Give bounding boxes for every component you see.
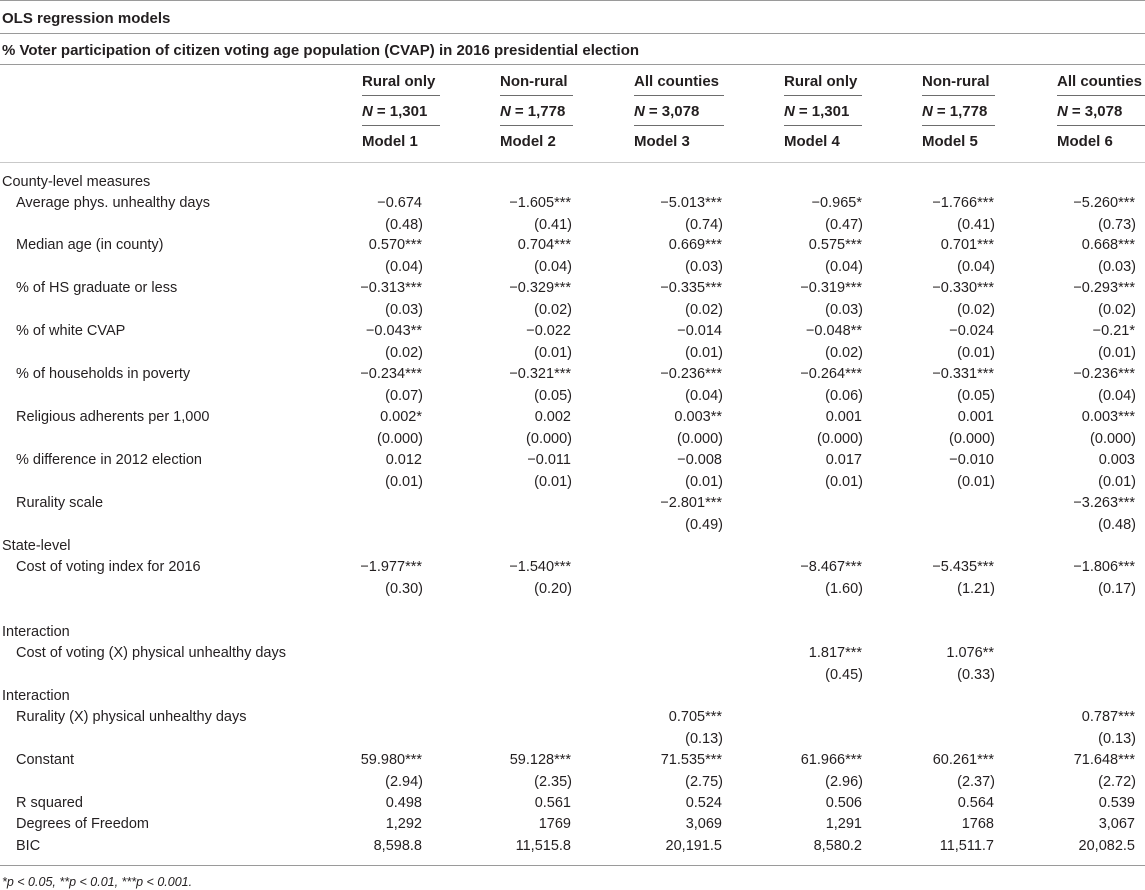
stat-value-cell: 0.498	[385, 795, 422, 811]
standard-error-cell: (0.13)	[1098, 731, 1136, 747]
standard-error-cell: (0.04)	[957, 259, 995, 275]
row-label: Rurality (X) physical unhealthy days	[16, 709, 247, 725]
coefficient-cell: 0.701***	[940, 237, 994, 253]
standard-error-cell: (0.01)	[825, 474, 863, 490]
stat-label: BIC	[16, 838, 41, 854]
section-county: County-level measures	[2, 174, 151, 190]
row-label: Constant	[16, 752, 75, 768]
column-group-underline	[784, 95, 862, 96]
coefficient-cell: 0.575***	[808, 237, 862, 253]
column-group-underline	[922, 95, 995, 96]
column-n-symbol: N	[634, 103, 645, 120]
coefficient-cell: −0.313***	[360, 280, 422, 296]
coefficient-cell: −0.011	[527, 452, 571, 468]
coefficient-cell: 0.669***	[668, 237, 722, 253]
coefficient-cell: −1.766***	[932, 195, 994, 211]
row-label: Cost of voting (X) physical unhealthy days	[16, 645, 286, 661]
stat-value-cell: 1,291	[825, 816, 862, 832]
stat-value-cell: 0.524	[685, 795, 722, 811]
standard-error-cell: (0.02)	[1098, 302, 1136, 318]
column-model-label: Model 1	[362, 133, 418, 150]
standard-error-cell: (2.37)	[957, 774, 995, 790]
coefficient-cell: −1.605***	[509, 195, 571, 211]
column-n-value: = 3,078	[1071, 103, 1123, 120]
coefficient-cell: 0.002*	[380, 409, 422, 425]
coefficient-cell: −5.013***	[660, 195, 722, 211]
row-label: Religious adherents per 1,000	[16, 409, 210, 425]
coefficient-cell: 0.705***	[668, 709, 722, 725]
coefficient-cell: 59.980***	[360, 752, 422, 768]
coefficient-cell: −1.977***	[360, 559, 422, 575]
coefficient-cell: −0.008	[677, 452, 722, 468]
coefficient-cell: 0.012	[385, 452, 422, 468]
coefficient-cell: −1.806***	[1073, 559, 1135, 575]
stat-value-cell: 0.539	[1098, 795, 1135, 811]
header-rule	[0, 162, 1145, 163]
standard-error-cell: (0.02)	[685, 302, 723, 318]
row-label: Average phys. unhealthy days	[16, 195, 211, 211]
coefficient-cell: −0.048**	[805, 323, 862, 339]
coefficient-cell: −5.435***	[932, 559, 994, 575]
row-label: Rurality scale	[16, 495, 104, 511]
coefficient-cell: 71.648***	[1073, 752, 1135, 768]
title-rule	[0, 33, 1145, 34]
standard-error-cell: (0.45)	[825, 667, 863, 683]
standard-error-cell: (0.04)	[685, 388, 723, 404]
stat-value-cell: 11,515.8	[515, 838, 571, 854]
standard-error-cell: (0.000)	[526, 431, 572, 447]
column-n-underline	[1057, 125, 1145, 126]
column-n-value: = 1,301	[376, 103, 428, 120]
standard-error-cell: (0.05)	[534, 388, 572, 404]
coefficient-cell: 0.003***	[1081, 409, 1135, 425]
column-model-label: Model 3	[634, 133, 690, 150]
stat-value-cell: 11,511.7	[939, 838, 994, 854]
standard-error-cell: (0.48)	[1098, 517, 1136, 533]
coefficient-cell: −3.263***	[1073, 495, 1135, 511]
column-n	[634, 103, 699, 120]
coefficient-cell: 0.704***	[517, 237, 571, 253]
standard-error-cell: (0.01)	[685, 474, 723, 490]
coefficient-cell: −0.330***	[932, 280, 994, 296]
column-n-symbol: N	[362, 103, 373, 120]
standard-error-cell: (0.03)	[825, 302, 863, 318]
coefficient-cell: 61.966***	[800, 752, 862, 768]
standard-error-cell: (0.06)	[825, 388, 863, 404]
standard-error-cell: (0.02)	[534, 302, 572, 318]
standard-error-cell: (0.01)	[1098, 345, 1136, 361]
coefficient-cell: −5.260***	[1073, 195, 1135, 211]
column-n-value: = 1,301	[798, 103, 850, 120]
standard-error-cell: (2.94)	[385, 774, 423, 790]
coefficient-cell: 1.817***	[808, 645, 862, 661]
stat-value-cell: 20,191.5	[665, 838, 722, 854]
stat-value-cell: 8,598.8	[373, 838, 422, 854]
standard-error-cell: (0.000)	[949, 431, 995, 447]
coefficient-cell: 0.001	[957, 409, 994, 425]
stat-value-cell: 20,082.5	[1078, 838, 1135, 854]
stat-value-cell: 3,067	[1098, 816, 1135, 832]
section-state: State-level	[2, 538, 71, 554]
standard-error-cell: (0.000)	[677, 431, 723, 447]
standard-error-cell: (0.02)	[825, 345, 863, 361]
standard-error-cell: (2.75)	[685, 774, 723, 790]
coefficient-cell: −2.801***	[660, 495, 722, 511]
coefficient-cell: −0.321***	[509, 366, 571, 382]
column-n-symbol: N	[784, 103, 795, 120]
column-group-label: Rural only	[784, 73, 858, 90]
column-n-value: = 3,078	[648, 103, 700, 120]
standard-error-cell: (0.13)	[685, 731, 723, 747]
column-group-underline	[362, 95, 440, 96]
standard-error-cell: (0.17)	[1098, 581, 1136, 597]
coefficient-cell: 59.128***	[509, 752, 571, 768]
column-group-label: Rural only	[362, 73, 436, 90]
coefficient-cell: −0.21*	[1092, 323, 1135, 339]
column-group-label: Non-rural	[500, 73, 568, 90]
coefficient-cell: 60.261***	[932, 752, 994, 768]
standard-error-cell: (0.41)	[534, 217, 572, 233]
column-group-underline	[1057, 95, 1145, 96]
column-model-label: Model 5	[922, 133, 978, 150]
stat-value-cell: 1768	[961, 816, 994, 832]
standard-error-cell: (0.47)	[825, 217, 863, 233]
coefficient-cell: 0.002	[534, 409, 571, 425]
standard-error-cell: (0.73)	[1098, 217, 1136, 233]
standard-error-cell: (2.96)	[825, 774, 863, 790]
column-n	[362, 103, 427, 120]
column-model-label: Model 4	[784, 133, 840, 150]
column-group-underline	[634, 95, 724, 96]
coefficient-cell: 71.535***	[660, 752, 722, 768]
column-group-label: All counties	[634, 73, 720, 90]
coefficient-cell: 0.017	[825, 452, 862, 468]
column-group-underline	[500, 95, 573, 96]
coefficient-cell: 0.668***	[1081, 237, 1135, 253]
column-n	[922, 103, 987, 120]
section-interaction-2: Interaction	[2, 688, 70, 704]
subtitle-rule	[0, 64, 1145, 65]
stat-value-cell: 1,292	[385, 816, 422, 832]
standard-error-cell: (0.20)	[534, 581, 572, 597]
standard-error-cell: (0.02)	[385, 345, 423, 361]
column-n-underline	[362, 125, 440, 126]
standard-error-cell: (0.07)	[385, 388, 423, 404]
top-rule	[0, 0, 1145, 1]
standard-error-cell: (2.35)	[534, 774, 572, 790]
table-footnote: *p < 0.05, **p < 0.01, ***p < 0.001.	[2, 875, 193, 889]
coefficient-cell: −0.024	[949, 323, 994, 339]
coefficient-cell: 0.787***	[1081, 709, 1135, 725]
column-n-symbol: N	[500, 103, 511, 120]
standard-error-cell: (2.72)	[1098, 774, 1136, 790]
column-model-label: Model 2	[500, 133, 556, 150]
standard-error-cell: (0.49)	[685, 517, 723, 533]
coefficient-cell: −0.264***	[800, 366, 862, 382]
column-group-label: All counties	[1057, 73, 1143, 90]
stat-label: Degrees of Freedom	[16, 816, 149, 832]
standard-error-cell: (0.03)	[685, 259, 723, 275]
coefficient-cell: −0.331***	[932, 366, 994, 382]
column-group-label: Non-rural	[922, 73, 990, 90]
coefficient-cell: −1.540***	[509, 559, 571, 575]
coefficient-cell: −0.674	[377, 195, 422, 211]
coefficient-cell: −0.014	[677, 323, 722, 339]
standard-error-cell: (0.04)	[385, 259, 423, 275]
coefficient-cell: −0.022	[526, 323, 571, 339]
stat-value-cell: 0.564	[957, 795, 994, 811]
standard-error-cell: (0.41)	[957, 217, 995, 233]
coefficient-cell: −0.234***	[360, 366, 422, 382]
standard-error-cell: (0.01)	[685, 345, 723, 361]
coefficient-cell: 0.570***	[368, 237, 422, 253]
coefficient-cell: −0.043**	[365, 323, 422, 339]
standard-error-cell: (0.02)	[957, 302, 995, 318]
standard-error-cell: (0.01)	[957, 474, 995, 490]
standard-error-cell: (0.04)	[1098, 388, 1136, 404]
row-label: Cost of voting index for 2016	[16, 559, 201, 575]
column-n	[1057, 103, 1122, 120]
bottom-rule	[0, 865, 1145, 866]
column-n-underline	[500, 125, 573, 126]
stat-value-cell: 0.561	[534, 795, 571, 811]
column-n-value: = 1,778	[936, 103, 988, 120]
stat-value-cell: 8,580.2	[813, 838, 862, 854]
column-n-value: = 1,778	[514, 103, 566, 120]
column-n	[784, 103, 849, 120]
standard-error-cell: (0.74)	[685, 217, 723, 233]
coefficient-cell: −0.319***	[800, 280, 862, 296]
row-label: % of HS graduate or less	[16, 280, 178, 296]
stat-value-cell: 1769	[538, 816, 571, 832]
column-n-symbol: N	[1057, 103, 1068, 120]
row-label: % of households in poverty	[16, 366, 191, 382]
column-n	[500, 103, 565, 120]
coefficient-cell: −0.335***	[660, 280, 722, 296]
stat-label: R squared	[16, 795, 83, 811]
column-n-underline	[634, 125, 724, 126]
table-subtitle: % Voter participation of citizen voting age population (CVAP) in 2016 presidential election	[2, 42, 640, 59]
coefficient-cell: −0.293***	[1073, 280, 1135, 296]
standard-error-cell: (0.30)	[385, 581, 423, 597]
coefficient-cell: −8.467***	[800, 559, 862, 575]
coefficient-cell: −0.329***	[509, 280, 571, 296]
coefficient-cell: 0.001	[825, 409, 862, 425]
column-n-symbol: N	[922, 103, 933, 120]
column-model-label: Model 6	[1057, 133, 1113, 150]
coefficient-cell: −0.236***	[660, 366, 722, 382]
standard-error-cell: (1.60)	[825, 581, 863, 597]
coefficient-cell: 0.003**	[674, 409, 722, 425]
column-n-underline	[784, 125, 862, 126]
row-label: % of white CVAP	[16, 323, 126, 339]
stat-value-cell: 0.506	[825, 795, 862, 811]
row-label: % difference in 2012 election	[16, 452, 202, 468]
table-title: OLS regression models	[2, 10, 171, 27]
standard-error-cell: (0.33)	[957, 667, 995, 683]
coefficient-cell: −0.010	[949, 452, 994, 468]
coefficient-cell: −0.965*	[811, 195, 862, 211]
standard-error-cell: (0.05)	[957, 388, 995, 404]
coefficient-cell: 0.003	[1098, 452, 1135, 468]
standard-error-cell: (0.48)	[385, 217, 423, 233]
standard-error-cell: (0.03)	[1098, 259, 1136, 275]
standard-error-cell: (0.03)	[385, 302, 423, 318]
column-n-underline	[922, 125, 995, 126]
coefficient-cell: 1.076**	[946, 645, 994, 661]
standard-error-cell: (0.01)	[534, 474, 572, 490]
standard-error-cell: (0.000)	[1090, 431, 1136, 447]
section-interaction-1: Interaction	[2, 624, 70, 640]
standard-error-cell: (0.000)	[377, 431, 423, 447]
standard-error-cell: (0.01)	[534, 345, 572, 361]
stat-value-cell: 3,069	[685, 816, 722, 832]
standard-error-cell: (0.01)	[385, 474, 423, 490]
standard-error-cell: (0.01)	[1098, 474, 1136, 490]
standard-error-cell: (1.21)	[957, 581, 995, 597]
standard-error-cell: (0.04)	[825, 259, 863, 275]
standard-error-cell: (0.04)	[534, 259, 572, 275]
standard-error-cell: (0.000)	[817, 431, 863, 447]
row-label: Median age (in county)	[16, 237, 164, 253]
coefficient-cell: −0.236***	[1073, 366, 1135, 382]
standard-error-cell: (0.01)	[957, 345, 995, 361]
